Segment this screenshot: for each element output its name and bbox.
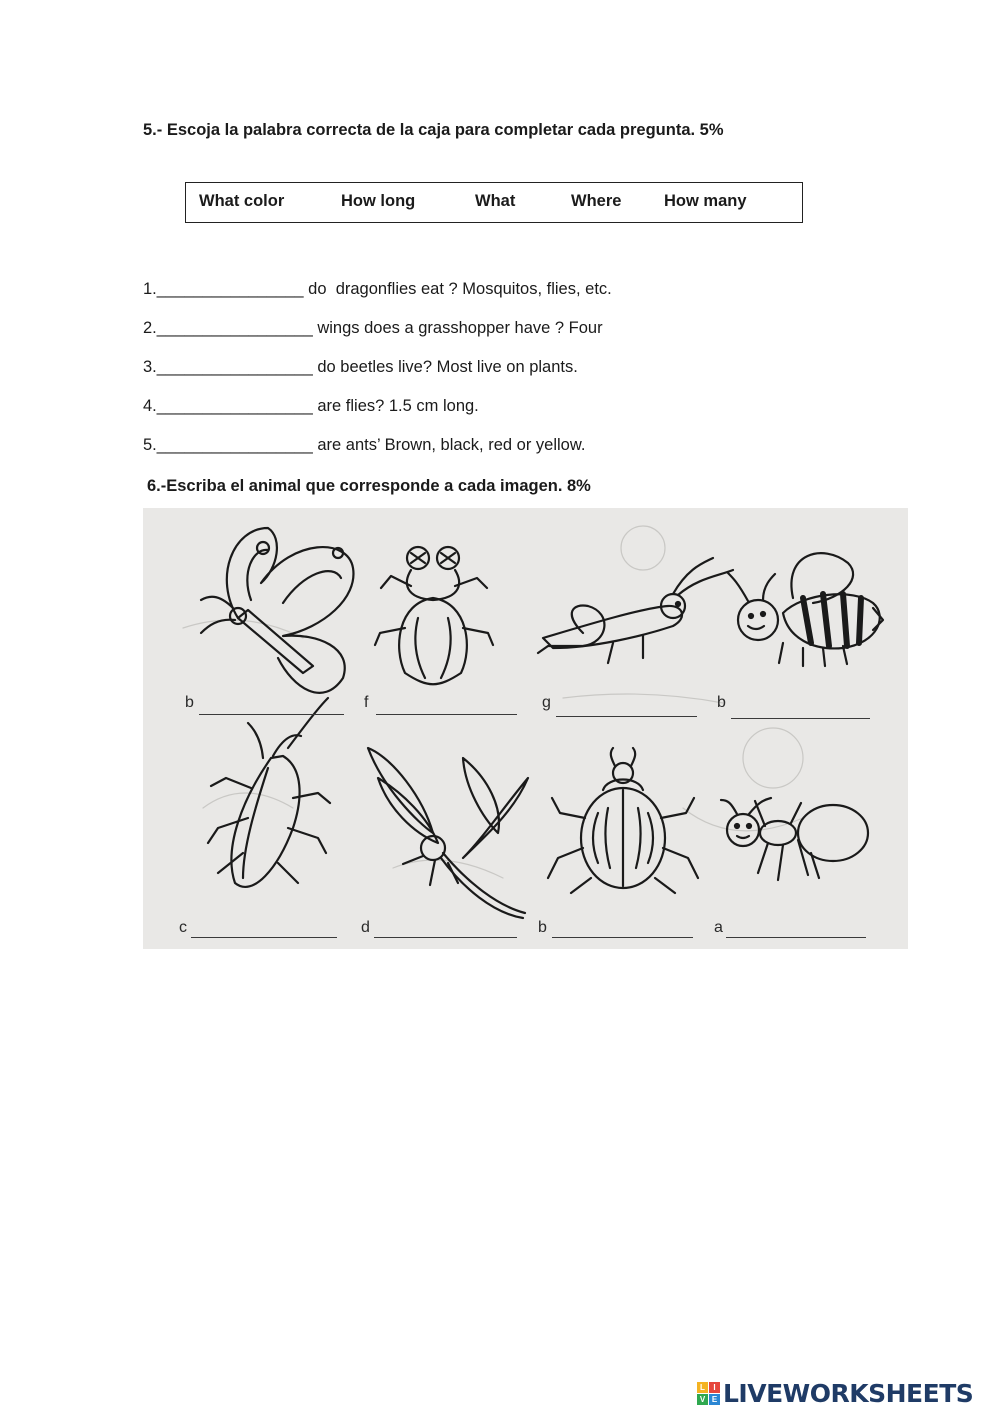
picture-label-f: f xyxy=(364,694,369,711)
brand-mark-letter: I xyxy=(709,1382,720,1393)
answer-line xyxy=(731,718,870,719)
word-option: What xyxy=(475,192,516,210)
question-2: 2._________________ wings does a grasshopper have ? Four xyxy=(143,319,603,337)
brand-mark-icon xyxy=(697,1382,720,1405)
brand-mark-letter: V xyxy=(697,1394,708,1405)
word-option: How many xyxy=(664,192,747,210)
insects-picture xyxy=(143,508,908,949)
answer-line xyxy=(556,716,697,717)
question-4: 4._________________ are flies? 1.5 cm long. xyxy=(143,397,479,415)
picture-label-b: b xyxy=(717,694,726,711)
answer-line xyxy=(191,937,337,938)
question-1: 1.________________ do dragonflies eat ? Mosquitos, flies, etc. xyxy=(143,280,612,298)
beetle-illustration xyxy=(548,748,698,893)
question-5: 5._________________ are ants’ Brown, black, red or yellow. xyxy=(143,436,586,454)
answer-line xyxy=(374,937,517,938)
picture-label-a: a xyxy=(714,919,723,936)
bee-illustration xyxy=(728,553,883,666)
picture-label-g: g xyxy=(542,694,551,711)
grasshopper-illustration xyxy=(538,558,733,663)
section-5-heading: 5.- Escoja la palabra correcta de la caja para completar cada pregunta. 5% xyxy=(143,121,724,139)
question-3: 3._________________ do beetles live? Most live on plants. xyxy=(143,358,578,376)
picture-label-b: b xyxy=(185,694,194,711)
liveworksheets-logo xyxy=(697,1375,973,1411)
cockroach-illustration xyxy=(208,698,330,887)
picture-label-c: c xyxy=(179,919,187,936)
ant-illustration xyxy=(721,798,868,880)
picture-label-b: b xyxy=(538,919,547,936)
brand-mark-letter: L xyxy=(697,1382,708,1393)
answer-line xyxy=(199,714,344,715)
answer-line xyxy=(552,937,693,938)
brand-mark-letter: E xyxy=(709,1394,720,1405)
word-option: What color xyxy=(199,192,285,210)
word-option: How long xyxy=(341,192,416,210)
answer-line xyxy=(726,937,866,938)
brand-text: LIVEWORKSHEETS xyxy=(723,1378,974,1408)
answer-line xyxy=(376,714,517,715)
word-option: Where xyxy=(571,192,622,210)
word-box xyxy=(185,182,803,223)
fly-illustration xyxy=(375,547,493,684)
section-6-heading: 6.-Escriba el animal que corresponde a cada imagen. 8% xyxy=(147,477,591,495)
picture-label-d: d xyxy=(361,919,370,936)
butterfly-illustration xyxy=(201,528,353,693)
dragonfly-illustration xyxy=(368,748,528,918)
